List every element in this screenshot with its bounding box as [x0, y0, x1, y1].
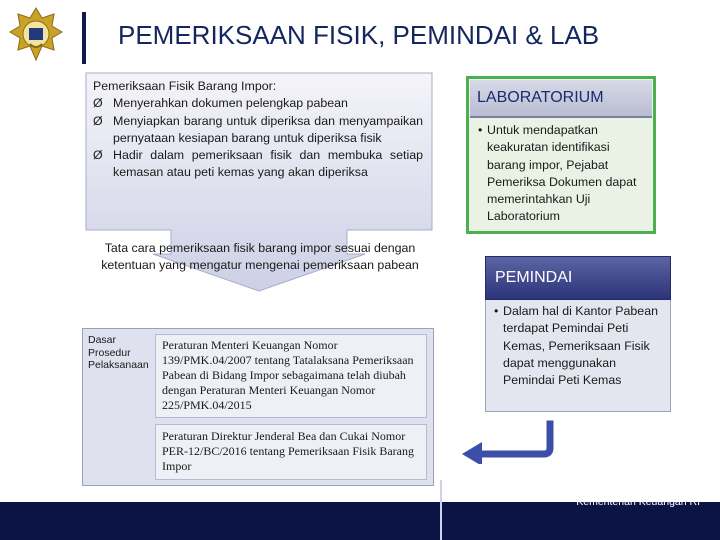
callout-requirements	[93, 78, 423, 182]
list-item: Ø Hadir dalam pemeriksaan fisik dan membuka setiap kemasan atau peti kemas yang akan diperiksa	[93, 147, 423, 182]
list-item: Ø Menyerahkan dokumen pelengkap pabean	[93, 95, 423, 112]
callout-note: Tata cara pemeriksaan fisik barang impor sesuai dengan ketentuan yang mengatur mengenai pemeriksaan pabean	[101, 241, 419, 272]
legal-basis-label: Dasar Prosedur Pelaksanaan	[88, 334, 149, 371]
arrow-bullet-icon: Ø	[93, 148, 103, 163]
bullet-icon: •	[478, 123, 483, 137]
arrow-bullet-icon: Ø	[93, 96, 103, 111]
title-divider	[82, 12, 86, 64]
list-item: Ø Menyiapkan barang untuk diperiksa dan menyampaikan pernyataan kesiapan barang untuk diperiksa fisik	[93, 113, 423, 148]
laboratorium-title: LABORATORIUM	[477, 89, 604, 106]
callout-heading: Pemeriksaan Fisik Barang Impor:	[93, 79, 277, 93]
pemindai-title: PEMINDAI	[495, 269, 573, 286]
regulation-text-2: Peraturan Direktur Jenderal Bea dan Cukai Nomor PER-12/BC/2016 tentang Pemeriksaan Fisik Barang Impor	[162, 429, 414, 473]
pemindai-body	[494, 303, 666, 389]
laboratorium-body	[478, 122, 648, 226]
regulation-text-1: Peraturan Menteri Keuangan Nomor 139/PMK.04/2007 tentang Tatalaksana Pemeriksaan Pabean di Bidang Impor sebagaimana telah diubah dengan Peraturan Menteri Keuangan Nomor 225/PMK.04/2015	[162, 338, 414, 412]
arrow-bullet-icon: Ø	[93, 113, 103, 128]
footer-divider	[440, 480, 442, 540]
footer-organization: Direktorat Jenderal Bea dan Cukai Kementerian Keuangan RI	[539, 482, 700, 508]
return-arrow-icon	[458, 420, 568, 464]
page-title: PEMERIKSAAN FISIK, PEMINDAI & LAB	[118, 20, 600, 50]
customs-emblem-icon	[8, 6, 64, 64]
bullet-icon: •	[494, 304, 499, 318]
laboratorium-text: Untuk mendapatkan keakuratan identifikasi barang impor, Pejabat Pemeriksa Dokumen dapat memerintahkan Uji Laboratorium	[487, 123, 637, 224]
page-number: 14	[26, 482, 41, 497]
pemindai-text: Dalam hal di Kantor Pabean terdapat Pemindai Peti Kemas, Pemeriksaan Fisik dapat menggunakan Pemindai Peti Kemas	[503, 304, 658, 388]
